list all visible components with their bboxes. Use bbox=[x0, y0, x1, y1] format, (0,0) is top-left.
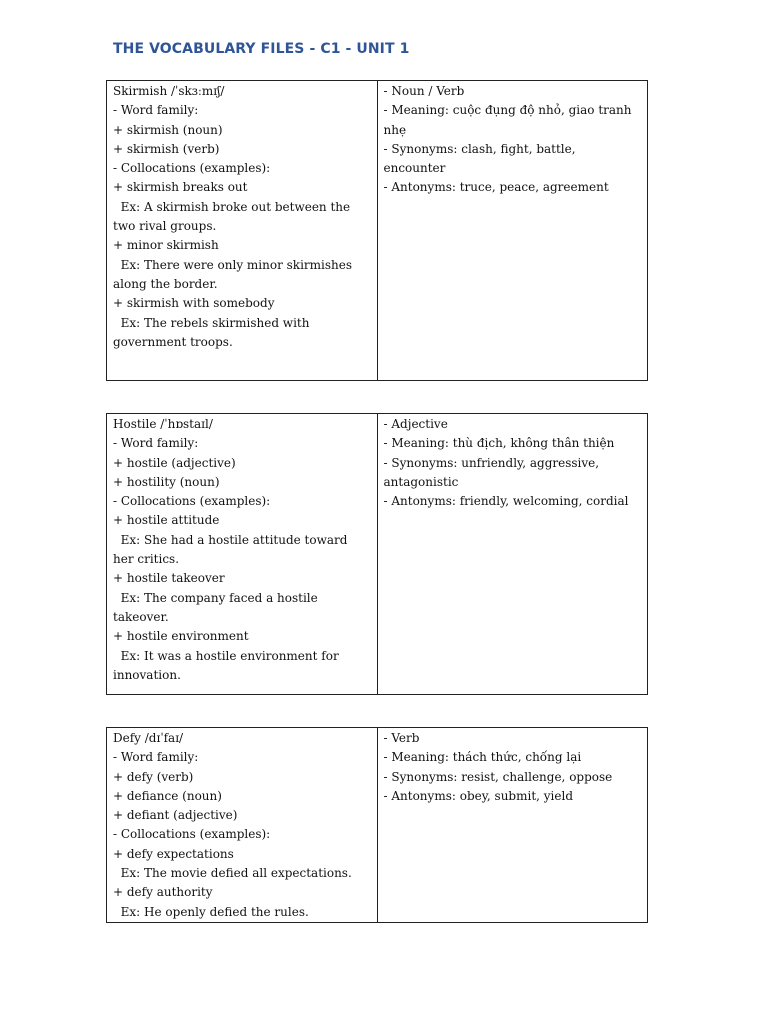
text-line: + defiant (adjective) bbox=[113, 808, 238, 823]
word-meaning bbox=[384, 415, 642, 511]
text-line: Ex: She had a hostile attitude toward her critics. bbox=[113, 532, 352, 567]
text-line: + hostility (noun) bbox=[113, 474, 220, 489]
text-line: + hostile takeover bbox=[113, 571, 225, 586]
word-meaning bbox=[384, 82, 642, 198]
text-line: - Synonyms: clash, fight, battle, encounter bbox=[383, 141, 580, 176]
table-row bbox=[107, 81, 648, 381]
vocab-table-skirmish bbox=[106, 80, 648, 381]
text-line: Skirmish /ˈskɜːmɪʃ/ bbox=[113, 84, 225, 98]
word-meaning-cell bbox=[377, 728, 648, 923]
word-meaning-cell bbox=[377, 414, 648, 695]
text-line: Defy /dɪˈfaɪ/ bbox=[113, 731, 184, 745]
text-line: - Word family: bbox=[113, 750, 199, 765]
text-line: + minor skirmish bbox=[113, 238, 219, 253]
text-line: - Meaning: cuộc đụng độ nhỏ, giao tranh nhẹ bbox=[383, 103, 636, 137]
text-line: - Synonyms: resist, challenge, oppose bbox=[383, 769, 613, 784]
word-meaning bbox=[384, 729, 642, 806]
word-details-cell bbox=[107, 728, 378, 923]
text-line: - Noun / Verb bbox=[383, 84, 465, 98]
text-line: Ex: It was a hostile environment for innovation. bbox=[113, 648, 343, 682]
text-line: + defy expectations bbox=[113, 846, 234, 861]
table-row bbox=[107, 728, 648, 923]
text-line: - Antonyms: truce, peace, agreement bbox=[383, 180, 609, 195]
text-line: Ex: The movie defied all expectations. bbox=[113, 866, 352, 881]
vocab-table-defy bbox=[106, 727, 648, 923]
text-line: + hostile (adjective) bbox=[113, 455, 236, 470]
text-line: Ex: There were only minor skirmishes along the border. bbox=[113, 257, 356, 291]
text-line: - Word family: bbox=[113, 436, 199, 451]
word-details-cell bbox=[107, 414, 378, 695]
text-line: - Meaning: thách thức, chống lại bbox=[383, 750, 582, 765]
text-line: + skirmish (verb) bbox=[113, 141, 220, 156]
text-line: + defy authority bbox=[113, 885, 213, 900]
text-line: - Synonyms: unfriendly, aggressive, antagonistic bbox=[383, 455, 603, 489]
word-details bbox=[113, 415, 371, 685]
text-line: + hostile environment bbox=[113, 629, 249, 644]
text-line: Hostile /ˈhɒstaɪl/ bbox=[113, 417, 213, 431]
text-line: - Collocations (examples): bbox=[113, 494, 271, 509]
word-details-cell bbox=[107, 81, 378, 381]
text-line: + defiance (noun) bbox=[113, 788, 222, 803]
text-line: Ex: He openly defied the rules. bbox=[113, 904, 309, 919]
text-line: - Adjective bbox=[383, 417, 448, 431]
text-line: + skirmish with somebody bbox=[113, 296, 275, 311]
text-line: Ex: The rebels skirmished with government troops. bbox=[113, 315, 314, 349]
word-details bbox=[113, 729, 371, 922]
text-line: - Word family: bbox=[113, 103, 199, 118]
document-title: THE VOCABULARY FILES - C1 - UNIT 1 bbox=[113, 41, 410, 57]
text-line: - Antonyms: obey, submit, yield bbox=[383, 788, 574, 803]
text-line: - Collocations (examples): bbox=[113, 161, 271, 176]
text-line: - Verb bbox=[383, 731, 420, 745]
text-line: - Meaning: thù địch, không thân thiện bbox=[383, 436, 615, 451]
table-row bbox=[107, 414, 648, 695]
text-line: - Antonyms: friendly, welcoming, cordial bbox=[383, 494, 629, 509]
word-details bbox=[113, 82, 371, 352]
text-line: Ex: A skirmish broke out between the two rival groups. bbox=[113, 199, 354, 234]
text-line: Ex: The company faced a hostile takeover. bbox=[113, 590, 322, 624]
text-line: - Collocations (examples): bbox=[113, 827, 271, 842]
word-meaning-cell bbox=[377, 81, 648, 381]
text-line: + defy (verb) bbox=[113, 769, 194, 784]
text-line: + skirmish breaks out bbox=[113, 180, 248, 195]
text-line: + skirmish (noun) bbox=[113, 122, 223, 137]
vocab-table-hostile bbox=[106, 413, 648, 695]
text-line: + hostile attitude bbox=[113, 513, 220, 528]
